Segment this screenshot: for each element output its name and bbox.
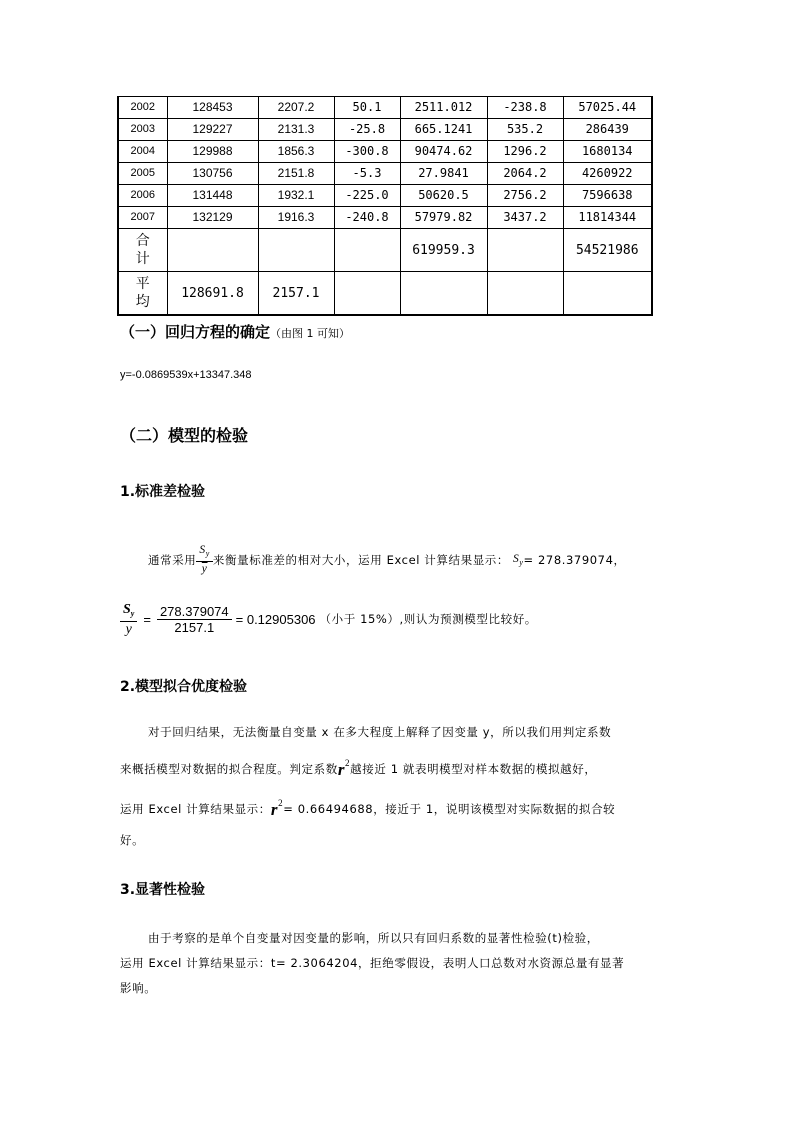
average-cell: 2157.1 (258, 272, 334, 316)
significance-line: 影响。 (120, 981, 157, 995)
table-cell: 132129 (167, 207, 258, 229)
table-cell: 2511.012 (400, 97, 487, 119)
table-cell: 7596638 (563, 185, 652, 207)
significance-line: 运用 Excel 计算结果显示：t= 2.3064204，拒绝零假设，表明人口总数对水资源总量有显著 (120, 956, 625, 970)
table-cell: 90474.62 (400, 141, 487, 163)
table-cell: 2207.2 (258, 97, 334, 119)
sy-over-y-fraction: $\frac{S_y}{y}$ (120, 602, 137, 637)
table-row (118, 163, 652, 185)
r-squared-symbol: $r^2$ (337, 758, 351, 779)
total-row (118, 229, 652, 272)
table-cell: 286439 (563, 119, 652, 141)
data-table (117, 96, 653, 316)
std-test-intro: 通常采用 $\frac{S_y}{y}$ 来衡量标准差的相对大小，运用 Excel 计算结果显示： $S_y$ = 278.379074， (148, 544, 626, 575)
average-label: 平 均 (118, 272, 167, 316)
section-heading-regression: （一）回归方程的确定（由图 1 可知） (120, 323, 351, 341)
table-cell: 535.2 (487, 119, 563, 141)
significance-line: 由于考察的是单个自变量对因变量的影响，所以只有回归系数的显著性检验(t)检验， (148, 931, 599, 945)
table-cell: 3437.2 (487, 207, 563, 229)
table-cell: 4260922 (563, 163, 652, 185)
table-cell: 57025.44 (563, 97, 652, 119)
year-cell: 2006 (118, 185, 167, 207)
table-cell: 131448 (167, 185, 258, 207)
table-cell (487, 272, 563, 316)
table-cell: 129988 (167, 141, 258, 163)
table-cell: -240.8 (334, 207, 400, 229)
table-cell: -300.8 (334, 141, 400, 163)
table-cell: 1916.3 (258, 207, 334, 229)
table-cell: 2064.2 (487, 163, 563, 185)
table-cell (563, 272, 652, 316)
sy-over-y-fraction: $\frac{S_y}{y}$ (196, 543, 213, 577)
table-cell: -5.3 (334, 163, 400, 185)
total-sum-cell: 54521986 (563, 229, 652, 272)
year-cell: 2005 (118, 163, 167, 185)
subheading-fit-test: 2.模型拟合优度检验 (120, 679, 248, 695)
sy-symbol: $S_y$ (513, 553, 524, 567)
r-squared-symbol: $r^2$ (270, 798, 284, 819)
table-cell: -225.0 (334, 185, 400, 207)
table-cell: 1680134 (563, 141, 652, 163)
table-cell: 665.1241 (400, 119, 487, 141)
table-cell: -25.8 (334, 119, 400, 141)
table-cell: 50620.5 (400, 185, 487, 207)
table-cell: 27.9841 (400, 163, 487, 185)
table-cell (487, 229, 563, 272)
table-cell (334, 272, 400, 316)
numeric-fraction: $\frac{278.379074}{2157.1}$ (157, 604, 232, 635)
year-cell: 2004 (118, 141, 167, 163)
fit-test-line: 来概括模型对数据的拟合程度。判定系数 $r^2$ 越接近 1 就表明模型对样本数据的模拟越好， (120, 758, 597, 779)
table-cell: 2131.3 (258, 119, 334, 141)
year-cell: 2007 (118, 207, 167, 229)
table-cell: 1296.2 (487, 141, 563, 163)
year-cell: 2002 (118, 97, 167, 119)
table-cell (167, 229, 258, 272)
table-cell (334, 229, 400, 272)
table-row (118, 141, 652, 163)
table-cell: 1856.3 (258, 141, 334, 163)
table-cell: 2756.2 (487, 185, 563, 207)
total-label: 合 计 (118, 229, 167, 272)
table-row (118, 185, 652, 207)
table-cell (400, 272, 487, 316)
table-cell: 130756 (167, 163, 258, 185)
table-row (118, 207, 652, 229)
year-cell: 2003 (118, 119, 167, 141)
table-cell: 50.1 (334, 97, 400, 119)
table-cell: 1932.1 (258, 185, 334, 207)
regression-equation: y=-0.0869539x+13347.348 (120, 369, 252, 381)
std-ratio-calculation: $\frac{S_y}{y}$ = $\frac{278.379074}{2157.1}$ = 0.12905306 （小于 15%）,则认为预测模型比较好。 (120, 598, 537, 640)
section-heading-model-test: （二）模型的检验 (120, 426, 249, 445)
total-sum-cell: 619959.3 (400, 229, 487, 272)
table-body (118, 97, 652, 316)
table-cell (258, 229, 334, 272)
subheading-std-test: 1.标准差检验 (120, 484, 206, 500)
table-cell: 128453 (167, 97, 258, 119)
fit-test-line: 运用 Excel 计算结果显示： $r^2$ = 0.66494688，接近于 1，说明该模型对实际数据的拟合较 (120, 798, 616, 819)
average-cell: 128691.8 (167, 272, 258, 316)
table-cell: -238.8 (487, 97, 563, 119)
table-cell: 2151.8 (258, 163, 334, 185)
table-row (118, 97, 652, 119)
fit-test-line: 对于回归结果，无法衡量自变量 x 在多大程度上解释了因变量 y，所以我们用判定系数 (148, 725, 612, 739)
table-cell: 11814344 (563, 207, 652, 229)
table-cell: 129227 (167, 119, 258, 141)
table-cell: 57979.82 (400, 207, 487, 229)
fit-test-line: 好。 (120, 833, 145, 847)
subheading-significance-test: 3.显著性检验 (120, 882, 206, 898)
table-row (118, 119, 652, 141)
average-row (118, 272, 652, 316)
